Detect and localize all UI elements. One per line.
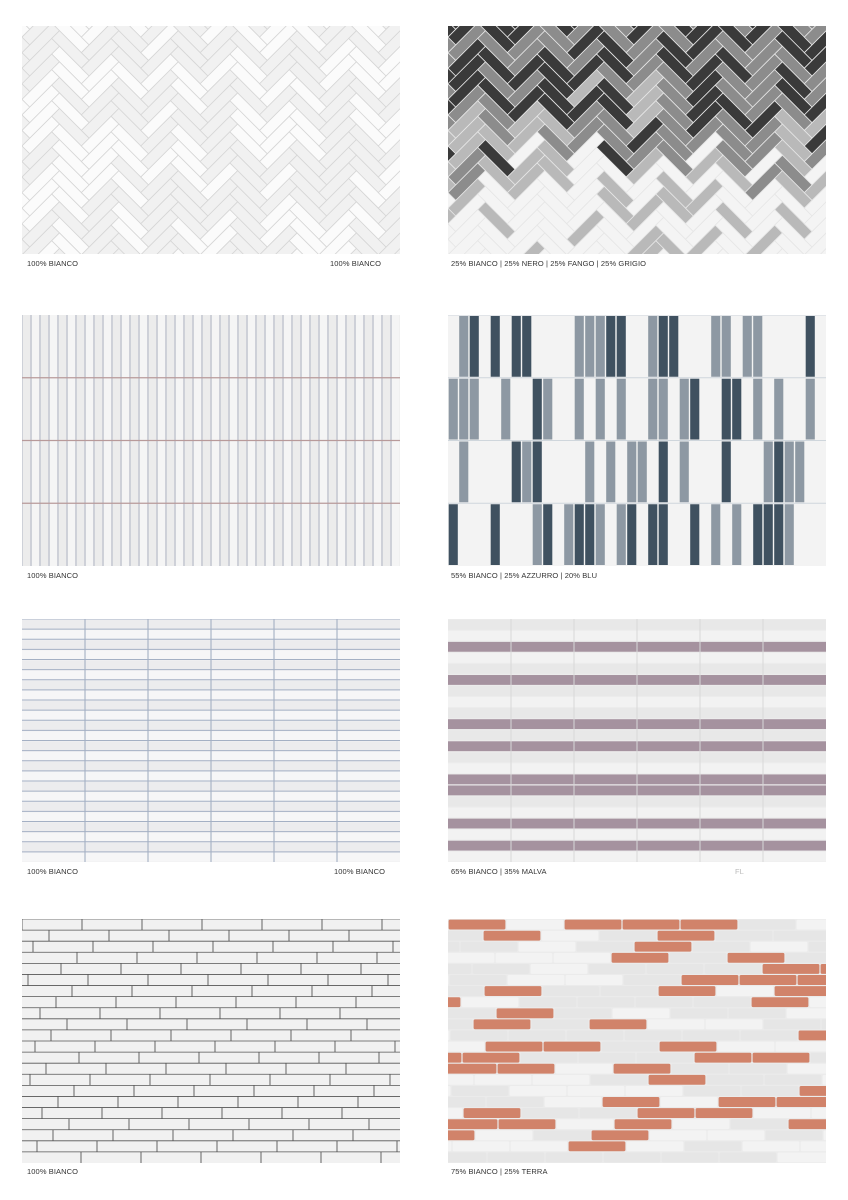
panel-caption: 100% BIANCO [27,1167,79,1176]
tile-pattern-image [448,315,826,566]
panel-caption: 55% BIANCO | 25% AZZURRO | 20% BLU [451,571,598,580]
tile-pattern-image [22,619,400,862]
panel-caption: 65% BIANCO | 35% MALVA [451,867,547,876]
panel-caption: 100% BIANCO [27,259,79,268]
tile-pattern-image [448,619,826,862]
panel-caption: 25% BIANCO | 25% NERO | 25% FANGO | 25% GRIGIO [451,259,647,268]
tile-pattern-image [22,919,400,1163]
panel-caption: 75% BIANCO | 25% TERRA [451,1167,548,1176]
panel-caption-right: 100% BIANCO [334,867,386,876]
panel-caption-right: 100% BIANCO [330,259,382,268]
tile-pattern-image [22,26,400,254]
panel-caption: 100% BIANCO [27,867,79,876]
tile-pattern-image [448,26,826,254]
tile-pattern-image [448,919,826,1163]
panel-caption: 100% BIANCO [27,571,79,580]
tile-pattern-image [22,315,400,566]
panel-caption-right: FL [735,867,744,876]
